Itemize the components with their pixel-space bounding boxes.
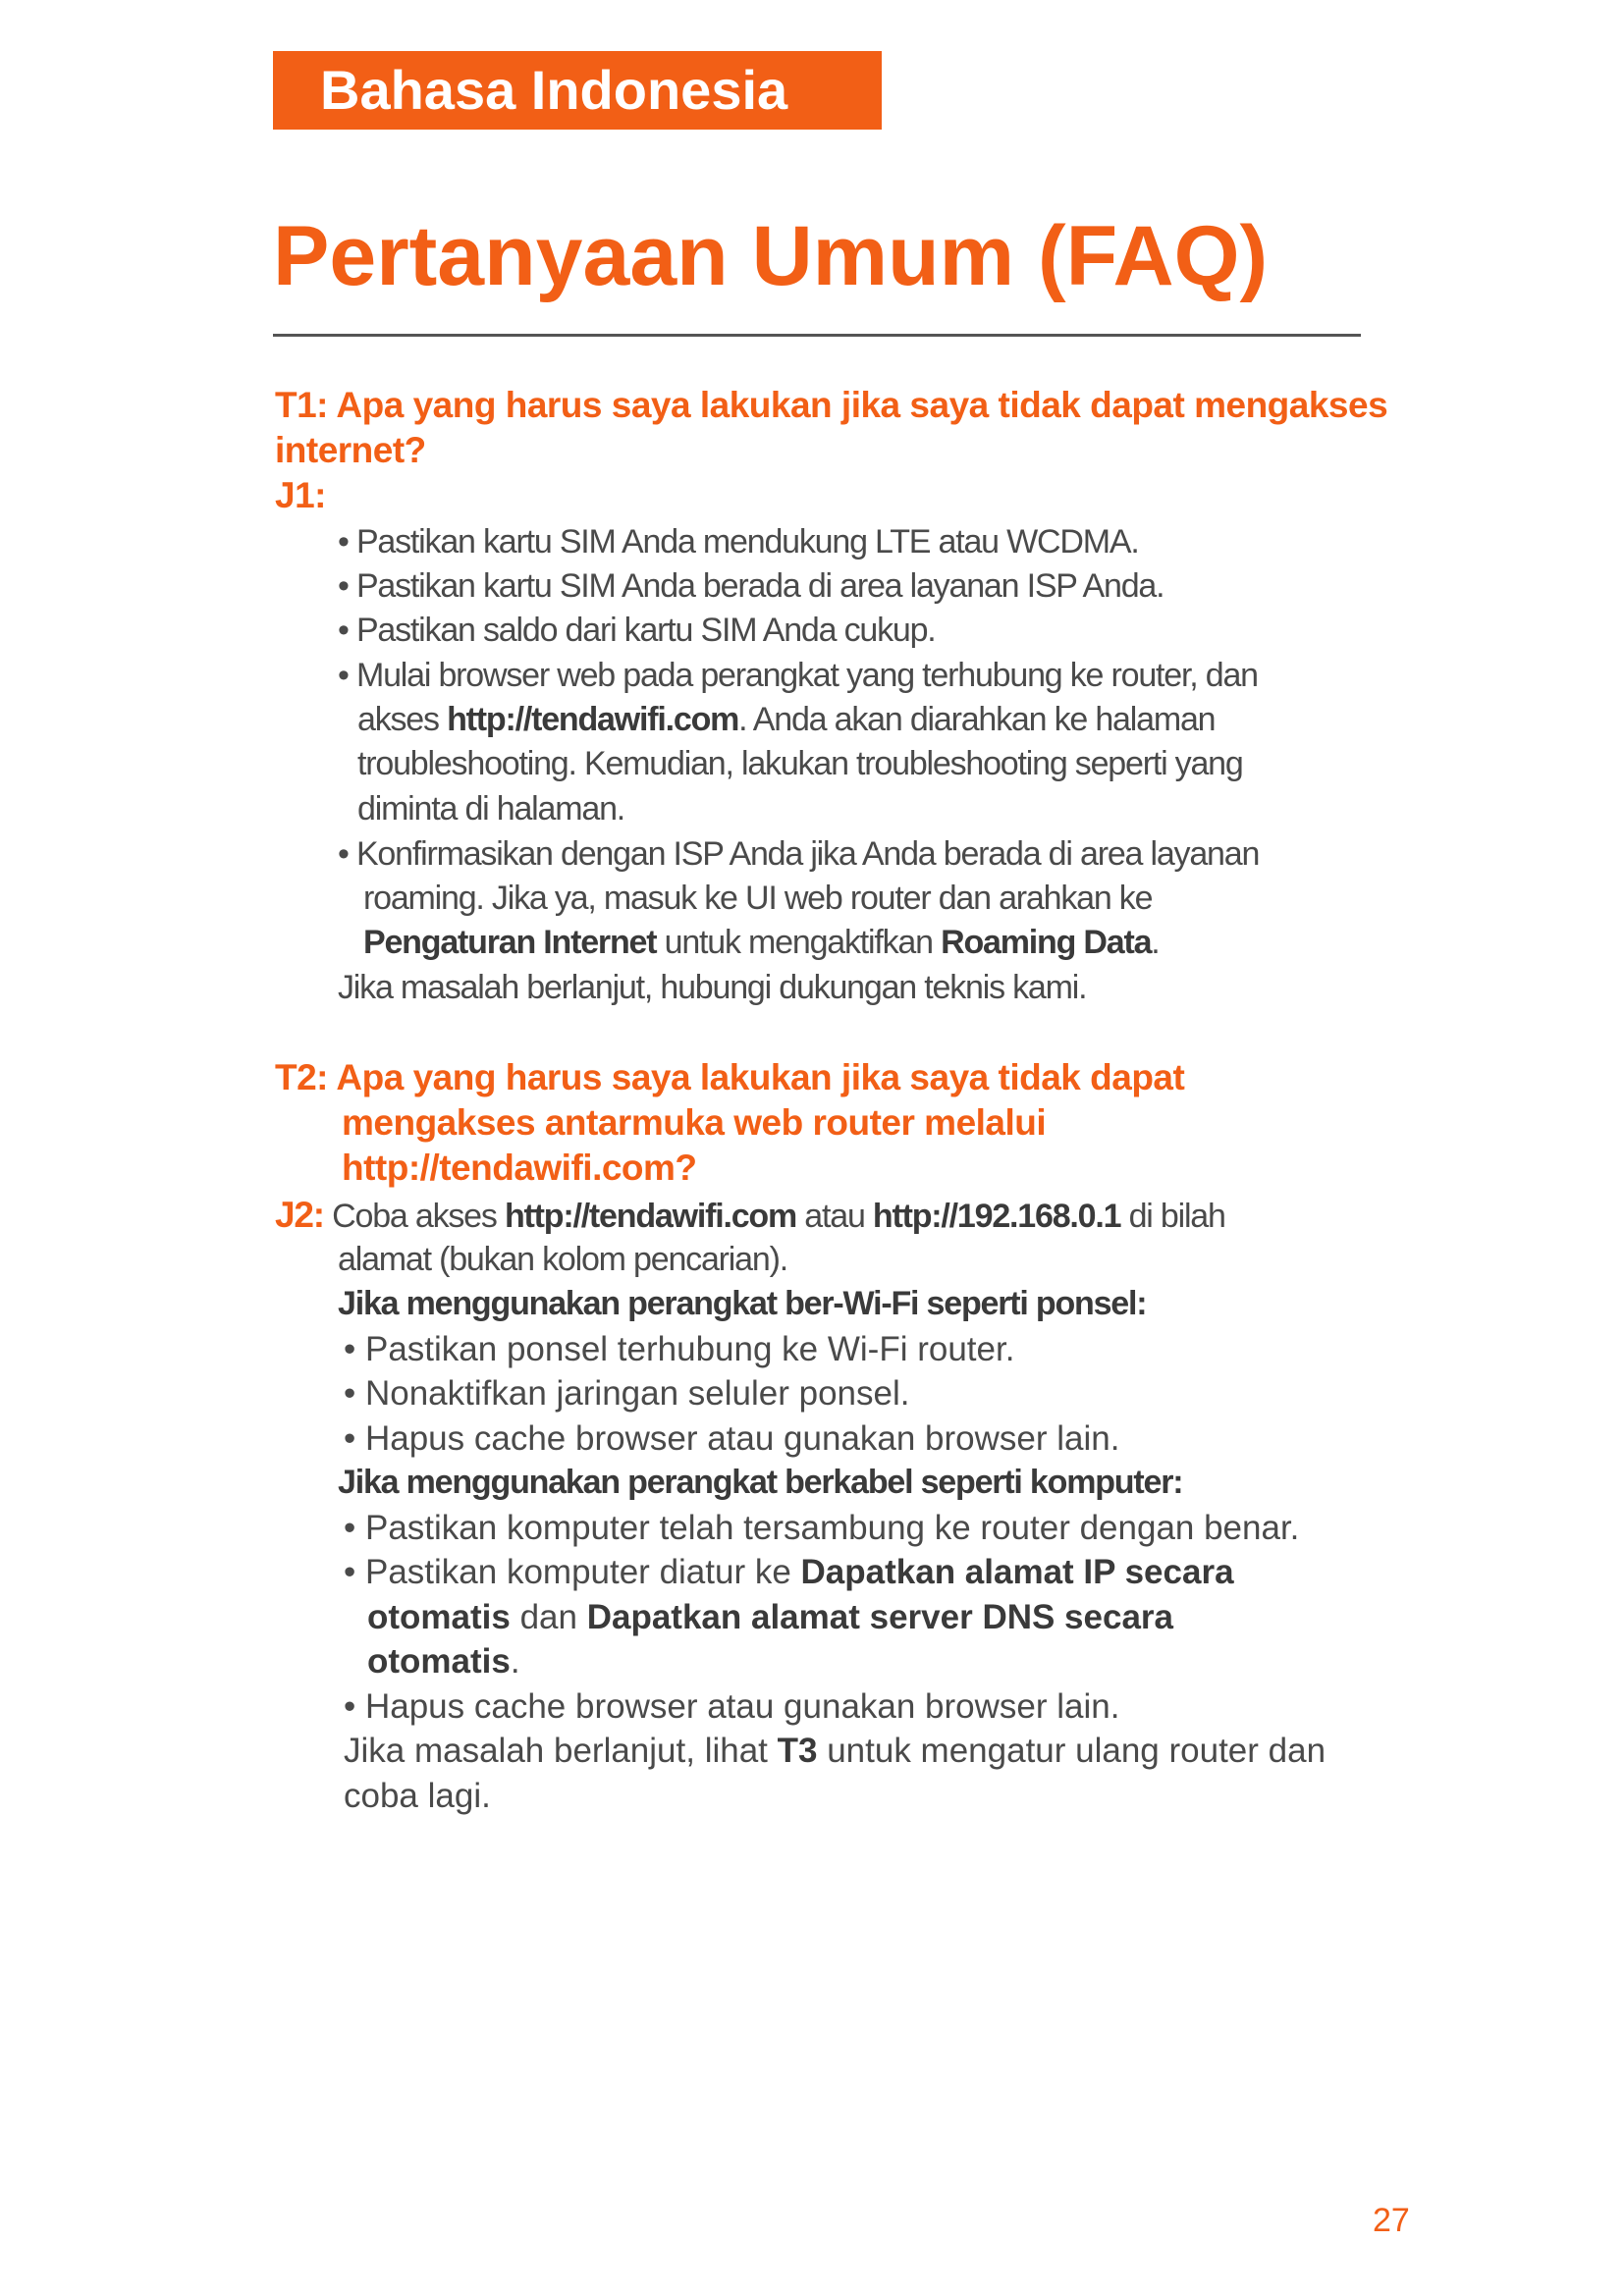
q2-closing-pre: Jika masalah berlanjut, lihat [344,1732,778,1770]
q2-question-line-1: T2: Apa yang harus saya lakukan jika saya tidak dapat [275,1057,1185,1097]
q2-closing-line-2: coba lagi. [344,1777,491,1815]
q1-bullet-browser-line-4: diminta di halaman. [357,790,625,828]
q1-question-line-1: T1: Apa yang harus saya lakukan jika saya tidak dapat mengakses [275,385,1388,425]
q2-wifi-heading: Jika menggunakan perangkat ber-Wi-Fi seperti ponsel: [338,1285,1147,1322]
q2-auto-ip-bold: Dapatkan alamat IP secara [800,1553,1234,1591]
q2-wired-bullet-connected: • Pastikan komputer telah tersambung ke router dengan benar. [344,1509,1300,1547]
q2-closing-line-1 [344,1729,1326,1773]
q1-bullet-browser-line-1: • Mulai browser web pada perangkat yang terhubung ke router, dan [338,657,1258,694]
q2-wired-bullet-auto-line-1 [344,1550,1234,1594]
q2-wired-bullet-auto-line-2 [367,1595,1173,1639]
language-tab: Bahasa Indonesia [273,51,882,130]
q2-closing-post: untuk mengatur ulang router dan [817,1732,1326,1770]
q2-auto-dns-bold-cont: otomatis [367,1642,511,1681]
q2-auto-mid: dan [510,1598,587,1636]
q1-internet-settings: Pengaturan Internet [363,924,657,961]
page-number: 27 [1373,2202,1410,2239]
q2-question-line-3: http://tendawifi.com? [342,1148,697,1188]
q2-auto-ip-bold-cont: otomatis [367,1598,511,1636]
q2-ip-link: http://192.168.0.1 [872,1198,1121,1235]
q1-bullet-browser-line-2 [357,698,1215,742]
q2-auto-pre: • Pastikan komputer diatur ke [344,1553,801,1591]
q1-closing: Jika masalah berlanjut, hubungi dukungan teknis kami. [338,969,1087,1006]
q2-auto-dns-bold: Dapatkan alamat server DNS secara [586,1598,1174,1636]
q2-auto-end: . [510,1642,520,1681]
q1-roaming-mid: untuk mengaktifkan [656,924,942,961]
q1-bullet-browser-line-3: troubleshooting. Kemudian, lakukan troubleshooting seperti yang [357,745,1243,782]
q1-roaming-end: . [1151,924,1160,961]
q2-wifi-bullet-cellular: • Nonaktifkan jaringan seluler ponsel. [344,1374,910,1413]
q1-bullet-sim-support: • Pastikan kartu SIM Anda mendukung LTE atau WCDMA. [338,523,1139,561]
q2-tendawifi-link: http://tendawifi.com [504,1198,797,1235]
q1-browser-pre: akses [357,701,448,738]
q1-bullet-roaming-line-3 [363,921,1160,965]
title-divider [273,334,1361,337]
q2-answer-post: di bilah [1120,1198,1225,1235]
q1-tendawifi-link: http://tendawifi.com [447,701,739,738]
q2-wifi-bullet-connected: • Pastikan ponsel terhubung ke Wi-Fi router. [344,1330,1015,1368]
q2-answer-pre: Coba akses [323,1198,505,1235]
q1-bullet-balance: • Pastikan saldo dari kartu SIM Anda cukup. [338,612,936,649]
q2-answer-label: J2: [275,1195,324,1235]
q1-question-line-2: internet? [275,430,426,470]
q1-browser-post: . Anda akan diarahkan ke halaman [738,701,1216,738]
q1-data-roaming: Roaming Data [941,924,1152,961]
q2-wired-bullet-cache: • Hapus cache browser atau gunakan browser lain. [344,1687,1120,1726]
q1-bullet-service-area: • Pastikan kartu SIM Anda berada di area layanan ISP Anda. [338,567,1164,605]
page-title: Pertanyaan Umum (FAQ) [273,209,1269,303]
q2-answer-mid: atau [796,1198,873,1235]
q2-wired-bullet-auto-line-3 [367,1639,520,1683]
q2-wifi-bullet-cache: • Hapus cache browser atau gunakan browser lain. [344,1419,1120,1458]
q2-question-line-2: mengakses antarmuka web router melalui [342,1102,1047,1143]
q1-bullet-roaming-line-1: • Konfirmasikan dengan ISP Anda jika Anda berada di area layanan [338,835,1260,873]
q1-bullet-roaming-line-2: roaming. Jika ya, masuk ke UI web router dan arahkan ke [363,880,1153,917]
q2-wired-heading: Jika menggunakan perangkat berkabel seperti komputer: [338,1464,1183,1501]
q1-answer-label: J1: [275,475,326,515]
q2-answer-line-2: alamat (bukan kolom pencarian). [338,1241,787,1278]
q2-answer-line-1 [275,1193,1225,1237]
q2-closing-ref: T3 [777,1732,818,1770]
